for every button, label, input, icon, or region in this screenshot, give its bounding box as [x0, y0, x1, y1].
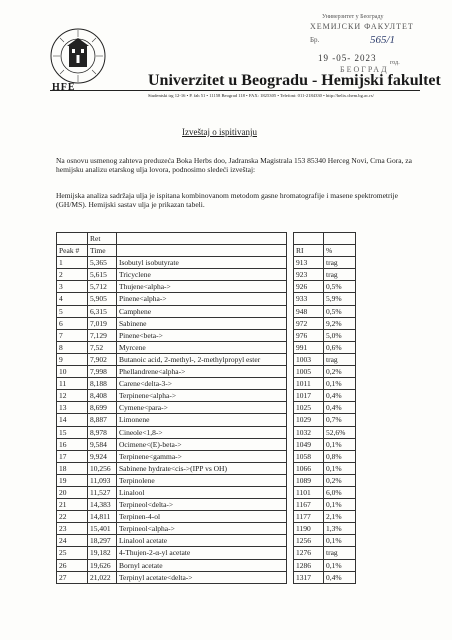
- percent-cell: 0,6%: [324, 341, 356, 353]
- ret-time-cell: 15,401: [88, 523, 117, 535]
- table-header-row-top: [57, 233, 356, 245]
- compound-cell: Ocimene<(E)-beta->: [117, 438, 287, 450]
- compound-cell: Phellandrene<alpha->: [117, 366, 287, 378]
- percent-cell: 2,1%: [324, 511, 356, 523]
- table-row: [57, 474, 356, 486]
- peak-cell: 8: [57, 341, 88, 353]
- compound-cell: Sabinene: [117, 317, 287, 329]
- header-peak-top: [57, 233, 88, 245]
- table-row: [57, 366, 356, 378]
- ri-cell: 923: [294, 269, 324, 281]
- ret-time-cell: 11,093: [88, 474, 117, 486]
- percent-cell: 0,5%: [324, 281, 356, 293]
- peak-cell: 21: [57, 499, 88, 511]
- compound-cell: Tricyclene: [117, 269, 287, 281]
- compound-cell: Myrcene: [117, 341, 287, 353]
- ret-time-cell: 9,584: [88, 438, 117, 450]
- compound-cell: Terpineol<alpha->: [117, 523, 287, 535]
- ret-time-cell: 5,365: [88, 257, 117, 269]
- table-row: [57, 414, 356, 426]
- ri-cell: 1101: [294, 486, 324, 498]
- table-row: [57, 341, 356, 353]
- ret-time-cell: 6,315: [88, 305, 117, 317]
- percent-cell: trag: [324, 257, 356, 269]
- ret-time-cell: 19,182: [88, 547, 117, 559]
- ret-time-cell: 21,022: [88, 571, 117, 583]
- ri-cell: 991: [294, 341, 324, 353]
- percent-cell: 0,1%: [324, 378, 356, 390]
- percent-cell: 52,6%: [324, 426, 356, 438]
- peak-cell: 4: [57, 293, 88, 305]
- header-percent: %: [324, 245, 356, 257]
- peak-cell: 3: [57, 281, 88, 293]
- ret-time-cell: 18,297: [88, 535, 117, 547]
- ri-cell: 1005: [294, 366, 324, 378]
- percent-cell: 0,1%: [324, 438, 356, 450]
- percent-cell: 0,1%: [324, 535, 356, 547]
- table-row: [57, 559, 356, 571]
- ri-cell: 1256: [294, 535, 324, 547]
- table-row: [57, 390, 356, 402]
- ret-time-cell: 14,383: [88, 499, 117, 511]
- report-title: Izveštaj o ispitivanju: [182, 127, 257, 137]
- compound-cell: Limonene: [117, 414, 287, 426]
- percent-cell: 6,0%: [324, 486, 356, 498]
- table-row: [57, 438, 356, 450]
- ret-time-cell: 8,887: [88, 414, 117, 426]
- table-row: [57, 293, 356, 305]
- percent-cell: 1,3%: [324, 523, 356, 535]
- header-divider: [50, 90, 420, 91]
- ri-cell: 913: [294, 257, 324, 269]
- peak-cell: 16: [57, 438, 88, 450]
- ri-cell: 1029: [294, 414, 324, 426]
- ri-cell: 1011: [294, 378, 324, 390]
- ret-time-cell: 11,527: [88, 486, 117, 498]
- ri-cell: 926: [294, 281, 324, 293]
- table-row: [57, 305, 356, 317]
- ri-cell: 1167: [294, 499, 324, 511]
- peak-cell: 23: [57, 523, 88, 535]
- ri-cell: 1017: [294, 390, 324, 402]
- compound-cell: 4-Thujen-2-α-yl acetate: [117, 547, 287, 559]
- composition-table: [56, 232, 356, 584]
- ret-time-cell: 9,924: [88, 450, 117, 462]
- compound-cell: Camphene: [117, 305, 287, 317]
- peak-cell: 12: [57, 390, 88, 402]
- peak-cell: 11: [57, 378, 88, 390]
- ri-cell: 1003: [294, 353, 324, 365]
- ri-cell: 1190: [294, 523, 324, 535]
- peak-cell: 10: [57, 366, 88, 378]
- ri-cell: 933: [294, 293, 324, 305]
- ri-cell: 1089: [294, 474, 324, 486]
- header-ri: RI: [294, 245, 324, 257]
- ret-time-cell: 5,615: [88, 269, 117, 281]
- ri-cell: 1177: [294, 511, 324, 523]
- header-compound: [117, 245, 287, 257]
- table-row: [57, 450, 356, 462]
- percent-cell: 0,4%: [324, 402, 356, 414]
- ret-time-cell: 7,998: [88, 366, 117, 378]
- ri-cell: 1286: [294, 559, 324, 571]
- table-row: [57, 257, 356, 269]
- ret-time-cell: 5,712: [88, 281, 117, 293]
- percent-cell: 0,8%: [324, 450, 356, 462]
- table-row: [57, 571, 356, 583]
- institution-address: Studentski trg 12-16 • P. fah 51 • 11158 Beograd 118 • FAX: 1825305 • Telefoni: 011-2184330 • http://helix.chem.bg.ac.rs/: [148, 93, 374, 98]
- percent-cell: 9,2%: [324, 317, 356, 329]
- header-compound-top: [117, 233, 287, 245]
- table-row: [57, 462, 356, 474]
- registry-stamp: [280, 14, 430, 74]
- percent-cell: 5,9%: [324, 293, 356, 305]
- peak-cell: 15: [57, 426, 88, 438]
- ret-time-cell: 5,905: [88, 293, 117, 305]
- table-row: [57, 317, 356, 329]
- header-ret-top: Ret: [88, 233, 117, 245]
- stamp-god: год.: [390, 60, 400, 66]
- university-seal-logo: [50, 28, 106, 84]
- stamp-date: 19 -05- 2023: [318, 53, 377, 63]
- ri-cell: 1317: [294, 571, 324, 583]
- ri-cell: 1032: [294, 426, 324, 438]
- stamp-number: 565/1: [370, 34, 396, 46]
- percent-cell: 0,2%: [324, 474, 356, 486]
- table-row: [57, 269, 356, 281]
- table-row: [57, 378, 356, 390]
- ret-time-cell: 8,978: [88, 426, 117, 438]
- compound-cell: Sabinene hydrate<cis->(IPP vs OH): [117, 462, 287, 474]
- ret-time-cell: 7,019: [88, 317, 117, 329]
- percent-cell: 0,2%: [324, 366, 356, 378]
- percent-cell: 0,5%: [324, 305, 356, 317]
- table-row: [57, 402, 356, 414]
- peak-cell: 7: [57, 329, 88, 341]
- ret-time-cell: 14,811: [88, 511, 117, 523]
- compound-cell: Terpinene<gamma->: [117, 450, 287, 462]
- stamp-line2: ХЕМИЈСКИ ФАКУЛТЕТ: [310, 22, 414, 31]
- ri-cell: 976: [294, 329, 324, 341]
- percent-cell: trag: [324, 269, 356, 281]
- compound-cell: Isobutyl isobutyrate: [117, 257, 287, 269]
- table-row: [57, 281, 356, 293]
- compound-cell: Linalool acetate: [117, 535, 287, 547]
- compound-cell: Carene<delta-3->: [117, 378, 287, 390]
- ret-time-cell: 19,626: [88, 559, 117, 571]
- header-peak: Peak #: [57, 245, 88, 257]
- percent-cell: trag: [324, 353, 356, 365]
- peak-cell: 24: [57, 535, 88, 547]
- ret-time-cell: 8,699: [88, 402, 117, 414]
- ri-cell: 1058: [294, 450, 324, 462]
- header-ri-top: [294, 233, 324, 245]
- stamp-line1: Универзитет у Београду: [322, 14, 384, 20]
- percent-cell: 0,4%: [324, 390, 356, 402]
- ret-time-cell: 7,52: [88, 341, 117, 353]
- peak-cell: 2: [57, 269, 88, 281]
- ri-cell: 1049: [294, 438, 324, 450]
- compound-cell: Pinene<alpha->: [117, 293, 287, 305]
- logo-monogram: HFE: [52, 82, 76, 93]
- intro-paragraph: Na osnovu usmenog zahteva preduzeća Boka Herbs doo, Jadranska Magistrala 153 85340 Herceg Novi, Crna Gora, za hemijsku analizu etarskog ulja lovora, podnosimo sledeći izveštaj:: [56, 156, 412, 174]
- compound-cell: Pinene<beta->: [117, 329, 287, 341]
- table-row: [57, 329, 356, 341]
- compound-cell: Terpinen-4-ol: [117, 511, 287, 523]
- percent-cell: 0,4%: [324, 571, 356, 583]
- compound-cell: Terpineol<delta->: [117, 499, 287, 511]
- header-pct-top: [324, 233, 356, 245]
- peak-cell: 27: [57, 571, 88, 583]
- percent-cell: trag: [324, 547, 356, 559]
- compound-cell: Cineole<1,8->: [117, 426, 287, 438]
- peak-cell: 26: [57, 559, 88, 571]
- ret-time-cell: 8,408: [88, 390, 117, 402]
- ret-time-cell: 10,256: [88, 462, 117, 474]
- table-row: [57, 353, 356, 365]
- table-body: [57, 257, 356, 584]
- peak-cell: 25: [57, 547, 88, 559]
- ri-cell: 1276: [294, 547, 324, 559]
- peak-cell: 14: [57, 414, 88, 426]
- table-row: [57, 535, 356, 547]
- ri-cell: 948: [294, 305, 324, 317]
- percent-cell: 0,1%: [324, 559, 356, 571]
- peak-cell: 5: [57, 305, 88, 317]
- table-row: [57, 486, 356, 498]
- institution-title: Univerzitet u Beogradu - Hemijski fakultet: [148, 72, 441, 89]
- header-ret-time: Time: [88, 245, 117, 257]
- percent-cell: 0,1%: [324, 462, 356, 474]
- ri-cell: 1066: [294, 462, 324, 474]
- stamp-city: БЕОГРАД: [340, 65, 389, 74]
- compound-cell: Butanoic acid, 2-methyl-, 2-methylpropyl ester: [117, 353, 287, 365]
- method-paragraph: Hemijska analiza sadržaja ulja je ispitana kombinovanom metodom gasne hromatografije i masene spektrometrije (GH/MS). Hemijski sastav ulja je prikazan tabeli.: [56, 191, 398, 209]
- peak-cell: 13: [57, 402, 88, 414]
- compound-cell: Terpinene<alpha->: [117, 390, 287, 402]
- percent-cell: 0,1%: [324, 499, 356, 511]
- percent-cell: 0,7%: [324, 414, 356, 426]
- ret-time-cell: 8,188: [88, 378, 117, 390]
- peak-cell: 19: [57, 474, 88, 486]
- peak-cell: 1: [57, 257, 88, 269]
- table-row: [57, 523, 356, 535]
- ri-cell: 972: [294, 317, 324, 329]
- ret-time-cell: 7,902: [88, 353, 117, 365]
- table-header-row: [57, 245, 356, 257]
- compound-cell: Bornyl acetate: [117, 559, 287, 571]
- compound-cell: Terpinyl acetate<delta->: [117, 571, 287, 583]
- peak-cell: 18: [57, 462, 88, 474]
- percent-cell: 5,0%: [324, 329, 356, 341]
- table-row: [57, 426, 356, 438]
- ri-cell: 1025: [294, 402, 324, 414]
- compound-cell: Terpinolene: [117, 474, 287, 486]
- peak-cell: 22: [57, 511, 88, 523]
- peak-cell: 9: [57, 353, 88, 365]
- ret-time-cell: 7,129: [88, 329, 117, 341]
- compound-cell: Thujene<alpha->: [117, 281, 287, 293]
- compound-cell: Cymene<para->: [117, 402, 287, 414]
- compound-cell: Linalool: [117, 486, 287, 498]
- table-row: [57, 499, 356, 511]
- table-row: [57, 547, 356, 559]
- peak-cell: 6: [57, 317, 88, 329]
- table-row: [57, 511, 356, 523]
- peak-cell: 17: [57, 450, 88, 462]
- peak-cell: 20: [57, 486, 88, 498]
- stamp-line3: Бр.: [310, 36, 320, 44]
